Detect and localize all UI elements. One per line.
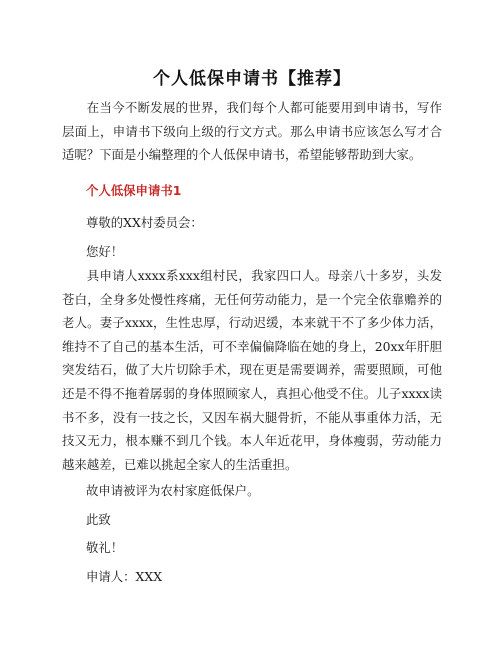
greeting: 您好！ (86, 244, 124, 259)
salutation: 尊敬的XX村委员会： (86, 215, 203, 230)
signature-line: 申请人：XXX (86, 569, 163, 584)
closing-line-2: 敬礼！ (86, 540, 124, 555)
document-title: 个人低保申请书【推荐】 (153, 69, 351, 89)
intro-paragraph: 在当今不断发展的世界，我们每个人都可能要用到申请书，写作层面上，申请书下级向上级的行文方式。那么申请书应该怎么写才合适呢？下面是小编整理的个人低保申请书，希望能够帮助到大家。 (62, 100, 442, 163)
request-line: 故申请被评为农村家庭低保户。 (86, 483, 260, 498)
body-paragraph: 具申请人xxxx系xxx组村民，我家四口人。母亲八十多岁，头发苍白，全身多处慢性疼痛，无任何劳动能力，是一个完全依靠赡养的老人。妻子xxxx，生性忠厚，行动迟缓，本来就干不了多少体力活，维持不了自己的基本生活，可不幸偏偏降临在她的身上，20xx年肝胆突发结石，做了大片切除手术，现在更是需要调养，需要照顾，可他还是不得不拖着孱弱的身体照顾家人，真担心他受不住。儿子xxxx读书不多，没有一技之长，又因车祸大腿骨折，不能从事重体力活，无技又无力，根本赚不到几个钱。本人年近花甲，身体瘦弱，劳动能力越来越差，已难以挑起全家人的生活重担。 (62, 268, 442, 472)
section-heading: 个人低保申请书1 (86, 183, 182, 198)
closing-line-1: 此致 (86, 512, 111, 527)
